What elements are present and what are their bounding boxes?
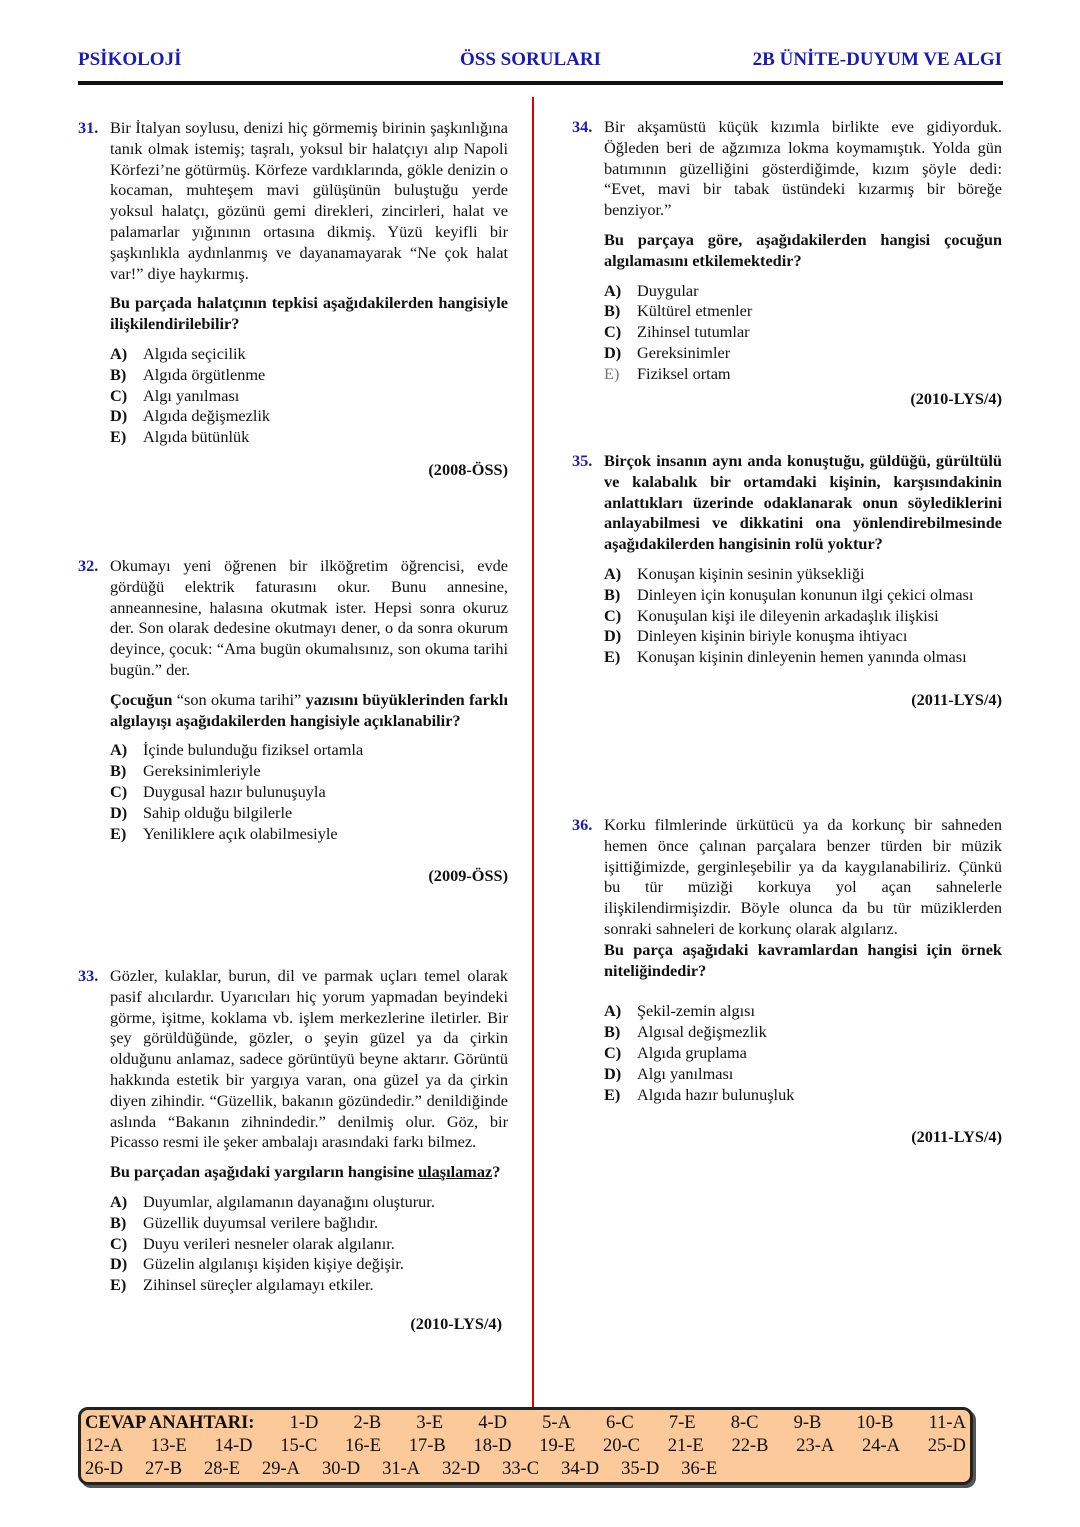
option-c [604, 606, 1002, 627]
option-c [110, 1234, 508, 1255]
question-34 [572, 117, 1002, 409]
option-text: İçinde bulunduğu fiziksel ortamla [143, 740, 364, 760]
option-letter: E) [604, 363, 620, 383]
answer-key-item: 22-B [731, 1436, 769, 1456]
option-text: Güzelin algılanışı kişiden kişiye değişir. [143, 1254, 404, 1274]
option-letter: C) [110, 1233, 128, 1253]
answer-key-item: 16-E [345, 1436, 381, 1456]
option-text: Şekil-zemin algısı [637, 1001, 756, 1021]
question-text: Okumayı yeni öğrenen bir ilköğretim öğrencisi, evde gördüğü elektrik faturasını okur. Bunu annesine, anneannesine, halasına okutmak ister. Hepsi sonra okuruz der. Son olarak dedesine okutmayı dener, o da sonra okurum deyince, çocuk: “Ama bugün okumalısınız, son okuma tarihi bugün.” der. [110, 556, 508, 679]
answer-key-item: 31-A [382, 1459, 421, 1479]
option-letter: C) [604, 605, 622, 625]
question-source: (2011-LYS/4) [911, 1127, 1002, 1147]
option-text: Konuşan kişinin sesinin yüksekliği [637, 563, 865, 583]
question-text: Korku filmlerinde ürkütücü ya da korkunç bir sahneden hemen önce çalınan parçalara benzer türden bir müzik işittiğimizde, gerginleşebilir ya da kaygılanabiliriz. Çünkü bu tür müziği korkuya yol açan sahnelerle ilişkilendirmişizdir. Böyle olunca da bu tür müziklerden sonraki sahneleri de korkunç olarak algılarız. [604, 815, 1002, 938]
option-letter: D) [110, 802, 128, 822]
option-c [604, 322, 1002, 343]
question-prompt: Bu parçaya göre, aşağıdakilerden hangisi çocuğun algılamasını etkilemektedir? [604, 229, 1002, 270]
answer-key-item: 27-B [145, 1459, 183, 1479]
answer-key-item: 29-A [262, 1459, 301, 1479]
option-letter: A) [604, 563, 622, 583]
option-text: Gereksinimler [637, 342, 731, 362]
answer-key-item: 7-E [668, 1413, 696, 1433]
option-d [604, 343, 1002, 364]
option-text: Sahip olduğu bilgilerle [143, 802, 293, 822]
options [110, 344, 508, 448]
answer-key-item: 20-C [603, 1436, 640, 1456]
answer-key-item: 6-C [606, 1413, 634, 1433]
option-text: Algıda bütünlük [143, 427, 250, 447]
answer-key-item: 36-E [681, 1459, 718, 1479]
options [110, 740, 508, 844]
option-letter: C) [110, 781, 128, 801]
prompt-quote: “son okuma tarihi” [172, 689, 306, 709]
option-letter: C) [604, 1042, 622, 1062]
answer-key-item: 14-D [214, 1436, 253, 1456]
question-text: Bir İtalyan soylusu, denizi hiç görmemiş birinin şaşkınlığına tanık olmak istemiş; taşralı, yoksul bir halatçıyı alıp Napoli Körfezi’ne götürmüş. Körfeze vardıklarında, gökle denizin o kocaman, muhteşem mavi gülüşünün buluştuğu yerde yoksul halatçı, gözünü gemi direkleri, zincirleri, halat ve palamarlar yığınının ortasına dikmiş. Yüzü keyifli bir şaşkınlıkla aydınlanmış ve dayanamayarak “Ne çok halat var!” diye haykırmış. [110, 118, 508, 283]
question-35 [572, 451, 1002, 711]
question-text: Bir akşamüstü küçük kızımla birlikte eve gidiyorduk. Öğleden beri de ağzımıza lokma koymamıştık. Yolda gün batımının güzelliğini gösterdiğimde, kızım şöyle dedi: “Evet, mavi bir tabak üstündeki kızarmış bir böreğe benziyor.” [604, 117, 1002, 220]
option-e [604, 1085, 1002, 1106]
question-number: 34. [572, 117, 593, 136]
question-prompt [110, 1162, 508, 1183]
question-32 [78, 556, 508, 887]
question-number: 36. [572, 815, 593, 834]
option-letter: A) [604, 280, 622, 300]
question-number: 31. [78, 118, 99, 137]
answer-key-item: 35-D [621, 1459, 660, 1479]
answer-key-title: CEVAP ANAHTARI: [85, 1413, 255, 1433]
answer-key-item: 32-D [442, 1459, 481, 1479]
option-a [110, 1192, 508, 1213]
option-letter: B) [604, 301, 621, 321]
option-e [604, 364, 1002, 385]
option-text: Zihinsel süreçler algılamayı etkiler. [143, 1275, 374, 1295]
question-prompt: Birçok insanın aynı anda konuştuğu, güldüğü, gürültülü ve kalabalık bir ortamdaki kişinin, karşısındakinin anlattıkları üzerinde odaklanarak onun söylediklerini anlayabilmesi ve dikkatini ona yönlendirebilmesinde aşağıdakilerden hangisinin rolü yoktur? [604, 451, 1002, 554]
answer-key-item: 17-B [408, 1436, 446, 1456]
option-a [110, 740, 508, 761]
question-text: Gözler, kulaklar, burun, dil ve parmak uçları temel olarak pasif alıcılardır. Uyarıcıları hiç yorum yapmadan beyindeki görme, işitme, koklama vb. işlem merkezlerine iletirler. Bir şey görüldüğünde, gözler, o şeyin güzel ya da çirkin olduğunu anlamaz, sadece görüntüyü beyne aktarır. Görüntü hakkında estetik bir yargıya varan, ona güzel ya da çirkin diyen zihindir. “Güzellik, bakanın gözündedir.” denildiğinde aslında “Bakanın zihnindedir.” denilmiş olur. Göz, bir Picasso resmi ile şeker ambalajı arasındaki farkı bilmez. [110, 966, 508, 1152]
question-31 [78, 118, 508, 481]
answer-key-item: 33-C [502, 1459, 540, 1479]
option-d [604, 626, 1002, 647]
answer-key-row [85, 1435, 966, 1458]
option-letter: D) [110, 406, 128, 426]
options [604, 281, 1002, 385]
option-text: Gereksinimleriyle [143, 761, 261, 781]
option-d [604, 1064, 1002, 1085]
option-letter: E) [604, 647, 621, 667]
question-number: 32. [78, 556, 99, 575]
options [604, 1001, 1002, 1105]
answer-key-item: 10-B [856, 1413, 894, 1433]
option-text: Fiziksel ortam [637, 363, 731, 383]
option-letter: B) [604, 1022, 621, 1042]
option-text: Algıda seçicilik [143, 343, 246, 363]
answer-key-row [85, 1458, 966, 1481]
answer-key-item: 18-D [473, 1436, 512, 1456]
question-source: (2010-LYS/4) [410, 1313, 502, 1333]
option-e [110, 427, 508, 448]
option-letter: D) [604, 626, 622, 646]
answer-key-item: 12-A [85, 1436, 124, 1456]
answer-key-item: 11-A [928, 1413, 966, 1433]
option-a [604, 564, 1002, 585]
options [604, 564, 1002, 668]
answer-key-item: 28-E [204, 1459, 240, 1479]
option-letter: E) [110, 1275, 127, 1295]
option-c [110, 782, 508, 803]
option-b [110, 365, 508, 386]
option-b [604, 585, 1002, 606]
option-text: Dinleyen için konuşulan konunun ilgi çekici olması [637, 584, 974, 604]
answer-key [78, 1407, 973, 1485]
option-text: Güzellik duyumsal verilere bağlıdır. [143, 1212, 379, 1232]
option-b [110, 1213, 508, 1234]
option-text: Algıda örgütlenme [143, 364, 266, 384]
option-letter: B) [110, 1212, 127, 1232]
option-b [110, 761, 508, 782]
question-number: 35. [572, 451, 593, 470]
question-source: (2008-ÖSS) [428, 459, 508, 479]
option-letter: D) [604, 1063, 622, 1083]
question-prompt: Bu parçada halatçının tepkisi aşağıdakilerden hangisiyle ilişkilendirilebilir? [110, 293, 508, 334]
prompt-part: Bu parçadan aşağıdaki yargıların hangisine [110, 1162, 419, 1182]
answer-key-item: 34-D [561, 1459, 600, 1479]
question-source: (2009-ÖSS) [428, 866, 508, 886]
option-b [604, 301, 1002, 322]
question-33 [78, 966, 508, 1335]
option-text: Algı yanılması [143, 385, 240, 405]
prompt-underlined: ulaşılamaz [418, 1162, 493, 1182]
option-c [110, 386, 508, 407]
answer-key-item: 21-E [667, 1436, 704, 1456]
option-letter: A) [110, 740, 128, 760]
answer-key-item: 23-A [796, 1436, 835, 1456]
option-text: Yeniliklere açık olabilmesiyle [143, 823, 338, 843]
answer-key-item: 19-E [539, 1436, 576, 1456]
answer-key-item: 24-A [862, 1436, 901, 1456]
option-letter: C) [604, 322, 622, 342]
prompt-part: yazısını büyüklerinden farklı algılayışı aşağıdakilerden hangisiyle açıklanabilir? [110, 689, 508, 730]
option-text: Zihinsel tutumlar [637, 322, 750, 342]
option-a [604, 281, 1002, 302]
answer-key-item: 9-B [793, 1413, 822, 1433]
column-divider [532, 97, 534, 1407]
option-letter: A) [604, 1001, 622, 1021]
header-divider [78, 81, 1003, 85]
option-letter: D) [110, 1254, 128, 1274]
answer-key-item: 1-D [289, 1413, 319, 1433]
option-text: Algısal değişmezlik [637, 1022, 767, 1042]
option-d [110, 1254, 508, 1275]
option-letter: E) [110, 427, 127, 447]
option-a [604, 1001, 1002, 1022]
answer-key-item: 3-E [416, 1413, 444, 1433]
option-letter: C) [110, 385, 128, 405]
option-letter: A) [110, 343, 128, 363]
option-e [110, 824, 508, 845]
answer-key-item: 8-C [730, 1413, 759, 1433]
option-d [110, 406, 508, 427]
prompt-part: Çocuğun [110, 689, 173, 709]
answer-key-item: 26-D [85, 1459, 124, 1479]
option-text: Duyu verileri nesneler olarak algılanır. [143, 1233, 395, 1253]
question-source: (2010-LYS/4) [910, 388, 1002, 408]
options [110, 1192, 508, 1296]
answer-key-item: 25-D [927, 1436, 966, 1456]
question-prompt [110, 690, 508, 732]
option-a [110, 344, 508, 365]
answer-key-item: 2-B [353, 1413, 382, 1433]
option-text: Algı yanılması [637, 1063, 734, 1083]
prompt-part: ? [492, 1162, 501, 1182]
option-letter: E) [110, 823, 127, 843]
option-e [110, 1275, 508, 1296]
option-letter: E) [604, 1084, 621, 1104]
option-text: Duyumlar, algılamanın dayanağını oluşturur. [143, 1191, 435, 1211]
answer-key-row [85, 1412, 966, 1435]
option-letter: B) [110, 364, 127, 384]
option-e [604, 647, 1002, 668]
option-text: Duygusal hazır bulunuşuyla [143, 781, 326, 801]
option-letter: B) [604, 584, 621, 604]
option-text: Konuşan kişinin dinleyenin hemen yanında olması [637, 647, 967, 667]
option-letter: A) [110, 1191, 128, 1211]
option-b [604, 1022, 1002, 1043]
option-letter: B) [110, 761, 127, 781]
option-c [604, 1043, 1002, 1064]
option-d [110, 803, 508, 824]
option-text: Algıda hazır bulunuşluk [637, 1084, 795, 1104]
section-title: ÖSS SORULARI [460, 49, 601, 70]
answer-key-item: 15-C [280, 1436, 318, 1456]
unit-title: 2B ÜNİTE-DUYUM VE ALGI [752, 49, 1002, 70]
question-36 [572, 815, 1002, 1148]
question-source: (2011-LYS/4) [911, 689, 1002, 709]
option-text: Algıda gruplama [637, 1042, 747, 1062]
option-letter: D) [604, 342, 622, 362]
question-number: 33. [78, 966, 99, 985]
answer-key-item: 30-D [322, 1459, 361, 1479]
option-text: Konuşulan kişi ile dileyenin arkadaşlık ilişkisi [637, 605, 939, 625]
question-prompt: Bu parça aşağıdaki kavramlardan hangisi için örnek niteliğindedir? [604, 939, 1002, 980]
answer-key-item: 13-E [150, 1436, 187, 1456]
subject-title: PSİKOLOJİ [78, 49, 182, 70]
answer-key-item: 5-A [542, 1413, 571, 1433]
option-text: Duygular [637, 280, 699, 300]
option-text: Algıda değişmezlik [143, 406, 271, 426]
option-text: Kültürel etmenler [637, 301, 753, 321]
option-text: Dinleyen kişinin biriyle konuşma ihtiyacı [637, 626, 908, 646]
answer-key-item: 4-D [478, 1413, 507, 1433]
